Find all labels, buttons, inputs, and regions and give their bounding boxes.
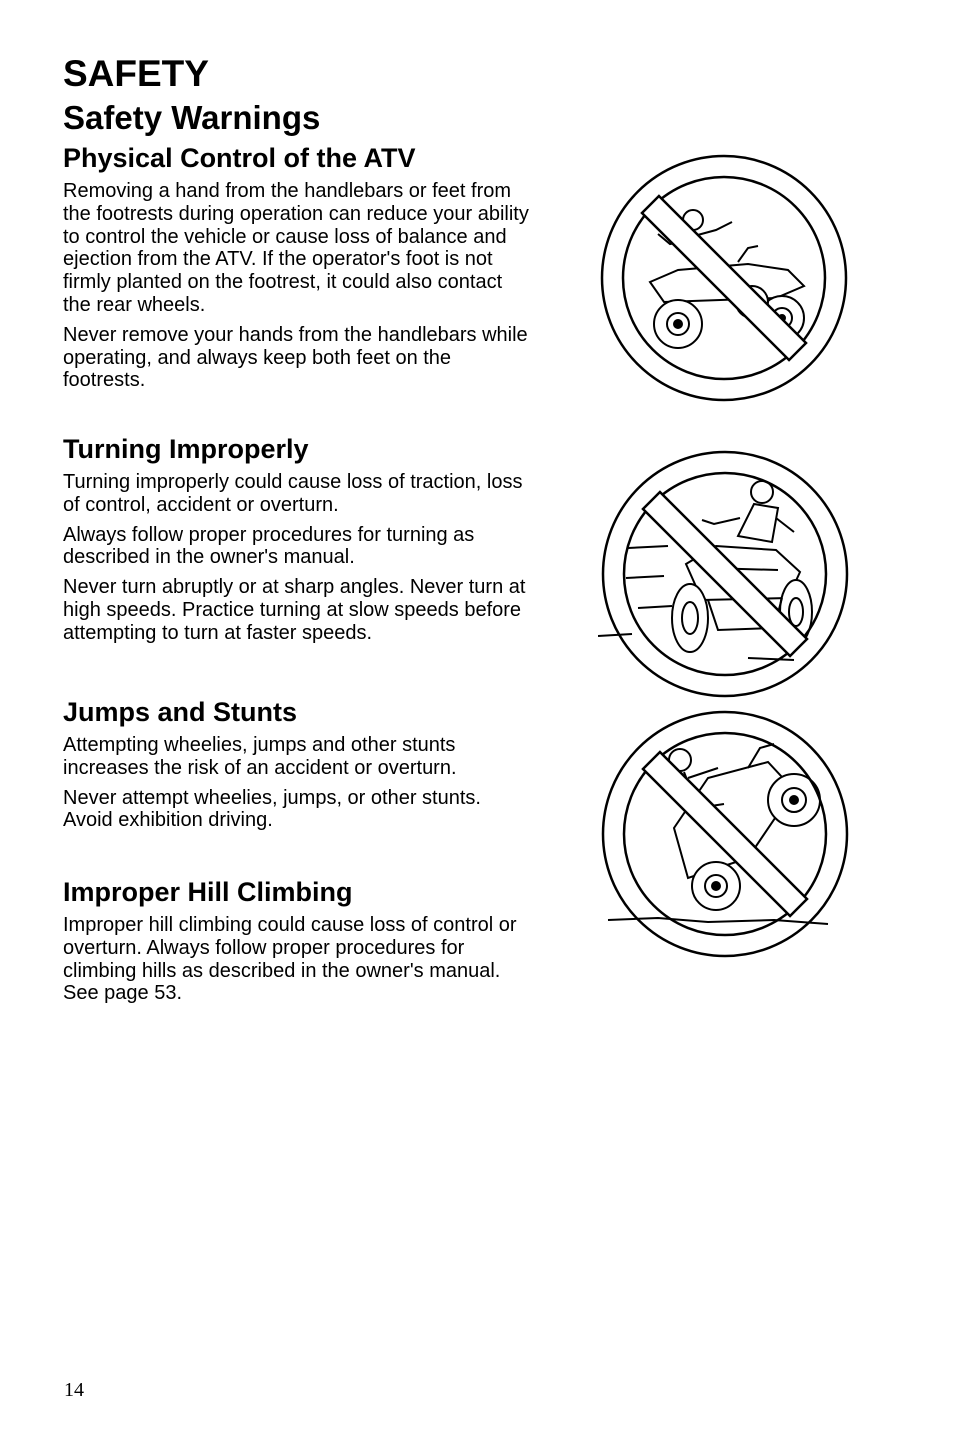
prohibited-wheelie-atv-icon xyxy=(598,708,852,962)
paragraph: Attempting wheelies, jumps and other stunts increases the risk of an accident or overturn. xyxy=(63,734,457,779)
section-turning-improperly xyxy=(63,433,533,652)
paragraph: Improper hill climbing could cause loss of control or overturn. Always follow proper procedures for climbing hills as described in the owner's manual. See page 53. xyxy=(63,914,517,1005)
heading-turning-improperly: Turning Improperly xyxy=(63,434,309,464)
chapter-title: SAFETY xyxy=(63,53,209,94)
heading-hill-climbing: Improper Hill Climbing xyxy=(63,877,353,907)
section-jumps-stunts xyxy=(63,696,533,839)
page-number: 14 xyxy=(64,1379,84,1401)
paragraph: Removing a hand from the handlebars or feet from the footrests during operation can reduce your ability to control the vehicle or cause loss of balance and ejection from the ATV. If the operator's foot is not firmly planted on the footrest, it could also contact the rear wheels. xyxy=(63,180,529,316)
section-title: Safety Warnings xyxy=(63,99,321,136)
heading-physical-control: Physical Control of the ATV xyxy=(63,143,416,173)
paragraph: Never attempt wheelies, jumps, or other stunts. Avoid exhibition driving. xyxy=(63,786,481,832)
section-physical-control xyxy=(63,142,533,399)
prohibited-sharp-turn-atv-icon xyxy=(598,448,852,700)
heading-jumps-stunts: Jumps and Stunts xyxy=(63,697,298,727)
section-hill-climbing xyxy=(63,876,533,1012)
paragraph: Always follow proper procedures for turning as described in the owner's manual. xyxy=(63,523,475,569)
paragraph: Turning improperly could cause loss of traction, loss of control, accident or overturn. xyxy=(63,471,523,516)
paragraph: Never remove your hands from the handlebars while operating, and always keep both feet on the footrests. xyxy=(63,323,528,392)
paragraph: Never turn abruptly or at sharp angles. Never turn at high speeds. Practice turning at slow speeds before attempting to turn at faster speeds. xyxy=(63,576,526,644)
prohibited-hands-off-atv-icon xyxy=(598,152,850,404)
